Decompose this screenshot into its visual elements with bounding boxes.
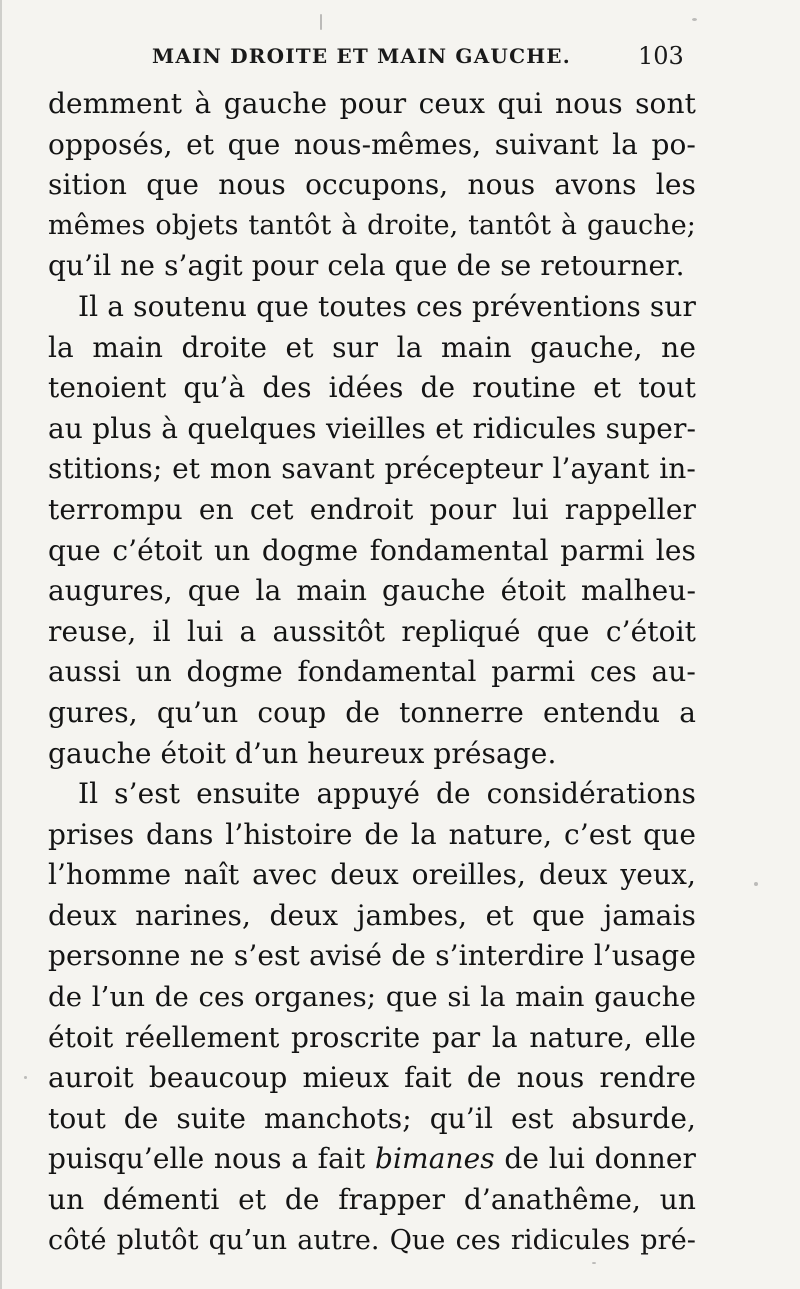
print-speck (754, 882, 758, 886)
text-line: prises dans l’histoire de la nature, c’est que (48, 817, 696, 851)
page-number: 103 (638, 42, 684, 70)
text-line-with-italic (48, 1139, 696, 1180)
print-speck (692, 18, 697, 21)
text-line: demment à gauche pour ceux qui nous sont (48, 87, 696, 120)
text-line: sition que nous occupons, nous avons les (48, 168, 696, 202)
text-segment: de lui donner (494, 1142, 696, 1176)
text-line: terrompu en cet endroit pour lui rappeller (48, 492, 696, 526)
text-line: deux narines, deux jambes, et que jamais (48, 898, 696, 932)
text-line: opposés, et que nous-mêmes, suivant la po- (48, 127, 696, 161)
text-line: de l’un de ces organes; que si la main gauche (48, 981, 696, 1014)
text-line: gures, qu’un coup de tonnerre entendu a (48, 695, 696, 729)
text-line: Il a soutenu que toutes ces préventions sur (78, 289, 696, 323)
text-line: que c’étoit un dogme fondamental parmi les (48, 533, 696, 567)
body-text (48, 84, 696, 1261)
text-line: l’homme naît avec deux oreilles, deux yeux, (48, 858, 696, 892)
running-title: MAIN DROITE ET MAIN GAUCHE. (152, 44, 571, 68)
text-line: augures, que la main gauche étoit malheu- (48, 574, 696, 608)
print-speck (592, 1262, 596, 1264)
text-line: gauche étoit d’un heureux présage. (48, 736, 557, 770)
print-speck (24, 1076, 27, 1079)
italic-word: bimanes (374, 1142, 495, 1176)
text-line: côté plutôt qu’un autre. Que ces ridicules pré- (48, 1224, 696, 1256)
text-line: la main droite et sur la main gauche, ne (48, 330, 696, 364)
text-line: au plus à quelques vieilles et ridicules super- (48, 411, 696, 445)
page-header (2, 44, 800, 80)
text-line: reuse, il lui a aussitôt repliqué que c’étoit (48, 614, 696, 648)
text-line: étoit réellement proscrite par la nature, elle (48, 1020, 696, 1054)
text-line: qu’il ne s’agit pour cela que de se retourner. (48, 249, 685, 283)
text-line: personne ne s’est avisé de s’interdire l’usage (48, 939, 696, 973)
text-line: un démenti et de frapper d’anathême, un (48, 1183, 696, 1217)
print-speck (320, 14, 322, 30)
text-line: auroit beaucoup mieux fait de nous rendre (48, 1061, 696, 1095)
text-line: tout de suite manchots; qu’il est absurde, (48, 1101, 696, 1135)
text-line: mêmes objets tantôt à droite, tantôt à gauche; (48, 209, 696, 241)
text-line: Il s’est ensuite appuyé de considérations (78, 777, 696, 811)
text-line: tenoient qu’à des idées de routine et tout (48, 371, 696, 405)
text-line: aussi un dogme fondamental parmi ces au- (48, 655, 696, 689)
text-line: stitions; et mon savant précepteur l’ayant in- (48, 452, 696, 486)
text-segment: puisqu’elle nous a fait (48, 1142, 375, 1176)
